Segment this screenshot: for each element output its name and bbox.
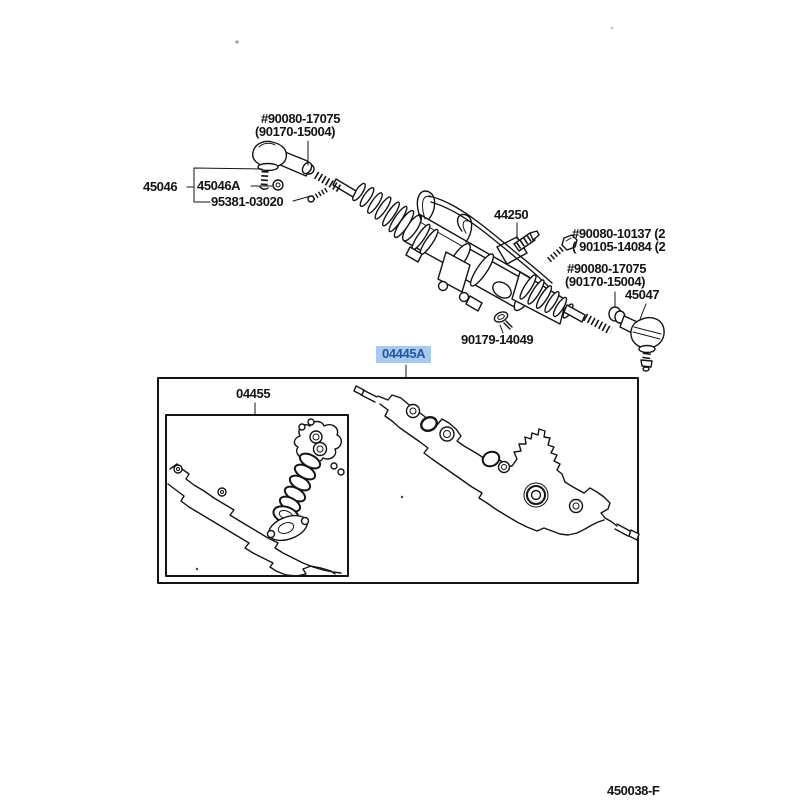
left-tie-rod-end <box>253 141 314 189</box>
part-label-bolt-ref-2: ( 90105-14084 (2 <box>572 239 666 254</box>
drawing-reference-code: 450038-F <box>607 783 660 798</box>
part-label-ref-right-2: (90170-15004) <box>565 274 646 289</box>
part-label-90179-14049: 90179-14049 <box>461 332 534 347</box>
gasket-silhouette <box>354 386 639 540</box>
part-label-44250: 44250 <box>494 207 529 222</box>
left-inner-tie-rod <box>304 164 356 197</box>
part-label-95381-03020: 95381-03020 <box>211 194 284 209</box>
gasket-kit-box <box>158 378 638 583</box>
part-label-45046: 45046 <box>143 179 178 194</box>
part-label-45046a: 45046A <box>197 178 241 193</box>
part-label-04445a-highlighted[interactable]: 04445A <box>376 346 431 363</box>
part-label-ref-top-2: (90170-15004) <box>255 124 336 139</box>
part-label-04455: 04455 <box>236 386 271 401</box>
mount-clamp-90179 <box>493 310 512 329</box>
part-label-bolt-ref-1: #90080-10137 (2 <box>572 226 666 241</box>
valve-kit-detail <box>168 419 344 576</box>
part-label-ref-right-1: #90080-17075 <box>567 261 647 276</box>
part-label-45047: 45047 <box>625 287 660 302</box>
right-tie-rod-end <box>620 316 664 371</box>
tie-rod-nut-45046a <box>273 180 283 190</box>
part-label-ref-top-1: #90080-17075 <box>261 111 341 126</box>
right-inner-tie-rod <box>564 305 625 331</box>
